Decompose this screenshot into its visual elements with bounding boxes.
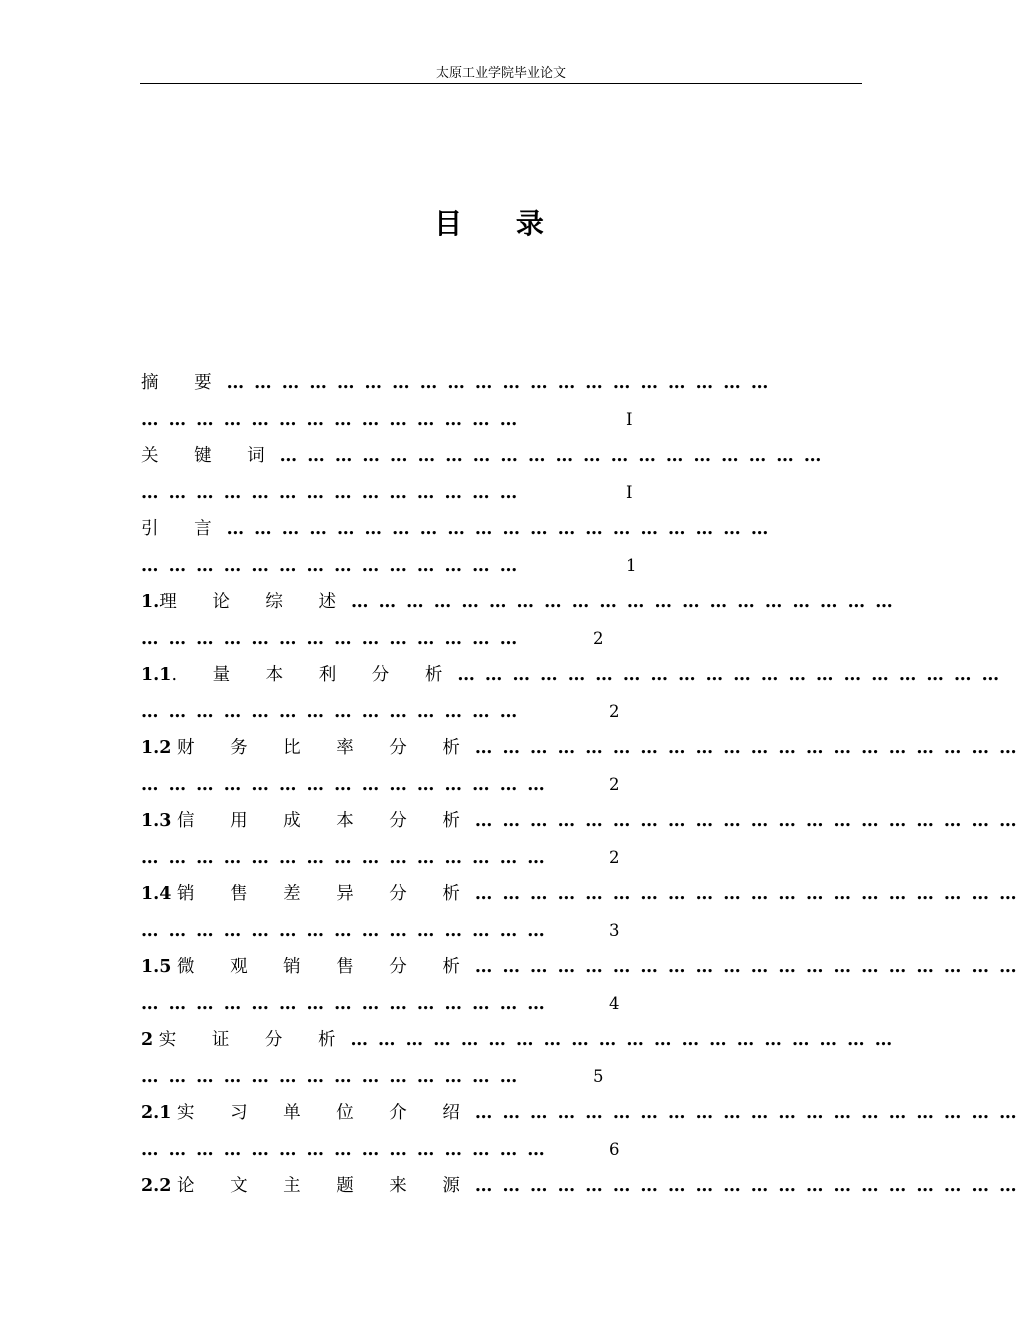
toc-leader-line <box>141 626 851 652</box>
toc-leader-dots: … … … … … … … … … … … … … … … … … … … … <box>350 1030 895 1050</box>
toc-entry-title: 关 键 词 <box>141 446 280 466</box>
toc-leader-dots: … … … … … … … … … … … … … … … <box>141 1140 547 1160</box>
toc-leader-line <box>141 772 851 798</box>
toc-leader-line <box>141 991 851 1017</box>
toc-entry-title: 销 售 差 异 分 析 <box>177 884 475 904</box>
toc-leader-line <box>141 480 851 506</box>
toc-leader-line <box>141 845 851 871</box>
toc-entry-title: 实 习 单 位 介 绍 <box>177 1103 475 1123</box>
toc-entry-line <box>141 662 1002 688</box>
toc-page-number: 2 <box>609 775 620 794</box>
toc-entry-line <box>141 881 1019 907</box>
toc-leader-line <box>141 1064 851 1090</box>
toc-entry-line <box>141 1027 895 1053</box>
toc-entry-title: 信 用 成 本 分 析 <box>177 811 475 831</box>
toc-entry-number: 1.3 <box>141 811 172 831</box>
toc-leader-line <box>141 1137 851 1163</box>
toc-entry-line <box>141 954 1019 980</box>
toc-entry-number: 2.2 <box>141 1176 172 1196</box>
toc-title: 目 录 <box>434 207 566 240</box>
toc-leader-dots: … … … … … … … … … … … … … … <box>141 483 520 503</box>
toc-leader-dots: … … … … … … … … … … … … … … … <box>141 848 547 868</box>
toc-page-number: 5 <box>593 1067 604 1086</box>
toc-page-number: 1 <box>626 556 637 575</box>
toc-leader-dots: … … … … … … … … … … … … … … <box>141 1067 520 1087</box>
toc-entry-line <box>141 735 1019 761</box>
toc-leader-dots: … … … … … … … … … … … … … … … … … … … … <box>226 373 771 393</box>
toc-leader-dots: … … … … … … … … … … … … … … … … … … … … <box>474 738 1019 758</box>
toc-entry-title: 实 证 分 析 <box>158 1030 351 1050</box>
toc-entry-title: 理 论 综 述 <box>159 592 351 612</box>
toc-entry-number: 1.2 <box>141 738 172 758</box>
toc-entry-title: . 量 本 利 分 析 <box>171 665 458 685</box>
toc-entry-number: 2.1 <box>141 1103 172 1123</box>
toc-leader-line <box>141 407 851 433</box>
toc-leader-dots: … … … … … … … … … … … … … … … <box>141 921 547 941</box>
toc-leader-dots: … … … … … … … … … … … … … … <box>141 410 520 430</box>
toc-leader-dots: … … … … … … … … … … … … … … … … … … … … <box>350 592 895 612</box>
toc-page-number: 3 <box>609 921 620 940</box>
toc-page-number: 2 <box>609 848 620 867</box>
toc-page-number: 4 <box>609 994 620 1013</box>
toc-entry-line <box>141 443 851 469</box>
toc-leader-dots: … … … … … … … … … … … … … … … … … … … … <box>457 665 1002 685</box>
toc-leader-dots: … … … … … … … … … … … … … … … … … … … … <box>474 1103 1019 1123</box>
toc-page-number: I <box>626 410 633 429</box>
toc-entry-line <box>141 1173 1019 1199</box>
toc-leader-dots: … … … … … … … … … … … … … … <box>141 556 520 576</box>
toc-entry-line <box>141 808 1019 834</box>
toc-leader-dots: … … … … … … … … … … … … … … … … … … … … <box>474 884 1019 904</box>
toc-entry-number: 1.4 <box>141 884 172 904</box>
toc-entry-number: 1.1 <box>141 665 172 685</box>
header-rule <box>140 83 862 84</box>
toc-leader-line <box>141 553 851 579</box>
toc-entry-number: 2 <box>141 1030 154 1050</box>
toc-entry-title: 摘 要 <box>141 373 227 393</box>
toc-entry-line <box>141 370 851 396</box>
toc-leader-dots: … … … … … … … … … … … … … … … <box>141 775 547 795</box>
toc-leader-dots: … … … … … … … … … … … … … … … … … … … … <box>279 446 824 466</box>
toc-leader-dots: … … … … … … … … … … … … … … … … … … … … <box>474 1176 1019 1196</box>
toc-page-number: I <box>626 483 633 502</box>
toc-entry-title: 论 文 主 题 来 源 <box>177 1176 475 1196</box>
toc-entry-title: 微 观 销 售 分 析 <box>177 957 475 977</box>
toc-leader-dots: … … … … … … … … … … … … … … <box>141 629 520 649</box>
toc-entry-line <box>141 516 851 542</box>
toc-entry-number: 1.5 <box>141 957 172 977</box>
toc-leader-dots: … … … … … … … … … … … … … … … … … … … … <box>474 811 1019 831</box>
toc-leader-dots: … … … … … … … … … … … … … … … <box>141 994 547 1014</box>
toc-leader-line <box>141 699 851 725</box>
toc-page-number: 6 <box>609 1140 620 1159</box>
toc-entry-line <box>141 589 895 615</box>
toc-leader-line <box>141 918 851 944</box>
toc-entry-number: 1. <box>141 592 160 612</box>
toc-entry-line <box>141 1100 1019 1126</box>
page-header: 太原工业学院毕业论文 <box>435 66 566 81</box>
toc-entry-title: 引 言 <box>141 519 227 539</box>
toc-page-number: 2 <box>609 702 620 721</box>
toc-page-number: 2 <box>593 629 604 648</box>
toc-entry-title: 财 务 比 率 分 析 <box>177 738 475 758</box>
toc-leader-dots: … … … … … … … … … … … … … … <box>141 702 520 722</box>
toc-leader-dots: … … … … … … … … … … … … … … … … … … … … <box>226 519 771 539</box>
toc-leader-dots: … … … … … … … … … … … … … … … … … … … … <box>474 957 1019 977</box>
